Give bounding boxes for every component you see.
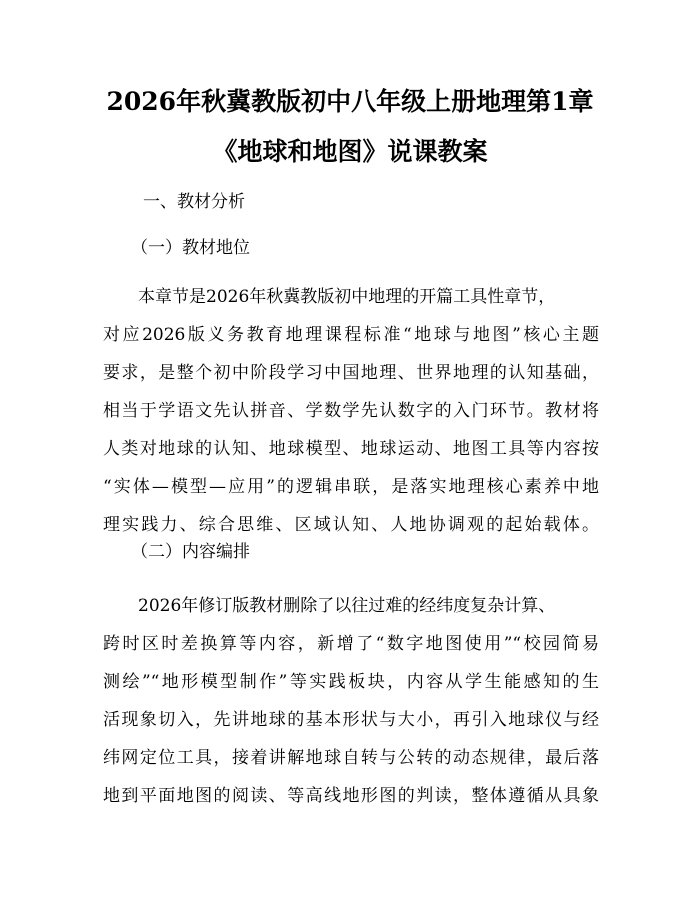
paragraph-line: 活现象切入，先讲地球的基本形状与大小，再引入地球仪与经 (103, 710, 599, 730)
paragraph-line: 理实践力、综合思维、区域认知、人地协调观的起始载体。 (103, 515, 599, 535)
paragraph-line: “实体—模型—应用”的逻辑串联，是落实地理核心素养中地 (103, 477, 599, 497)
paragraph-line: 地到平面地图的阅读、等高线地形图的判读，整体遵循从具象 (103, 786, 599, 806)
paragraph-line: 测绘”“地形模型制作”等实践板块，内容从学生能感知的生 (103, 672, 599, 692)
paragraph-line: 2026年修订版教材删除了以往过难的经纬度复杂计算、 (138, 596, 556, 616)
subsection-heading-textbook-position: （一）教材地位 (131, 238, 250, 258)
paragraph-line: 纬网定位工具，接着讲解地球自转与公转的动态规律，最后落 (103, 748, 599, 768)
paragraph-content-arrangement (103, 594, 599, 822)
paragraph-textbook-position (103, 285, 599, 551)
document-title-line-1: 2026年秋冀教版初中八年级上册地理第1章 (106, 87, 594, 116)
paragraph-line: 人类对地球的认知、地球模型、地球运动、地图工具等内容按 (103, 439, 599, 459)
subsection-heading-content-arrangement: （二）内容编排 (131, 542, 250, 562)
paragraph-line: 要求，是整个初中阶段学习中国地理、世界地理的认知基础， (103, 363, 599, 383)
paragraph-line: 本章节是2026年秋冀教版初中地理的开篇工具性章节， (138, 287, 556, 307)
document-title-line-2: 《地球和地图》说课教案 (212, 137, 488, 166)
paragraph-line: 跨时区时差换算等内容，新增了“数字地图使用”“校园简易 (103, 634, 599, 654)
section-heading-textbook-analysis: 一、教材分析 (143, 192, 245, 212)
paragraph-line: 相当于学语文先认拼音、学数学先认数字的入门环节。教材将 (103, 401, 599, 421)
paragraph-line: 对应2026版义务教育地理课程标准“地球与地图”核心主题 (103, 325, 599, 345)
